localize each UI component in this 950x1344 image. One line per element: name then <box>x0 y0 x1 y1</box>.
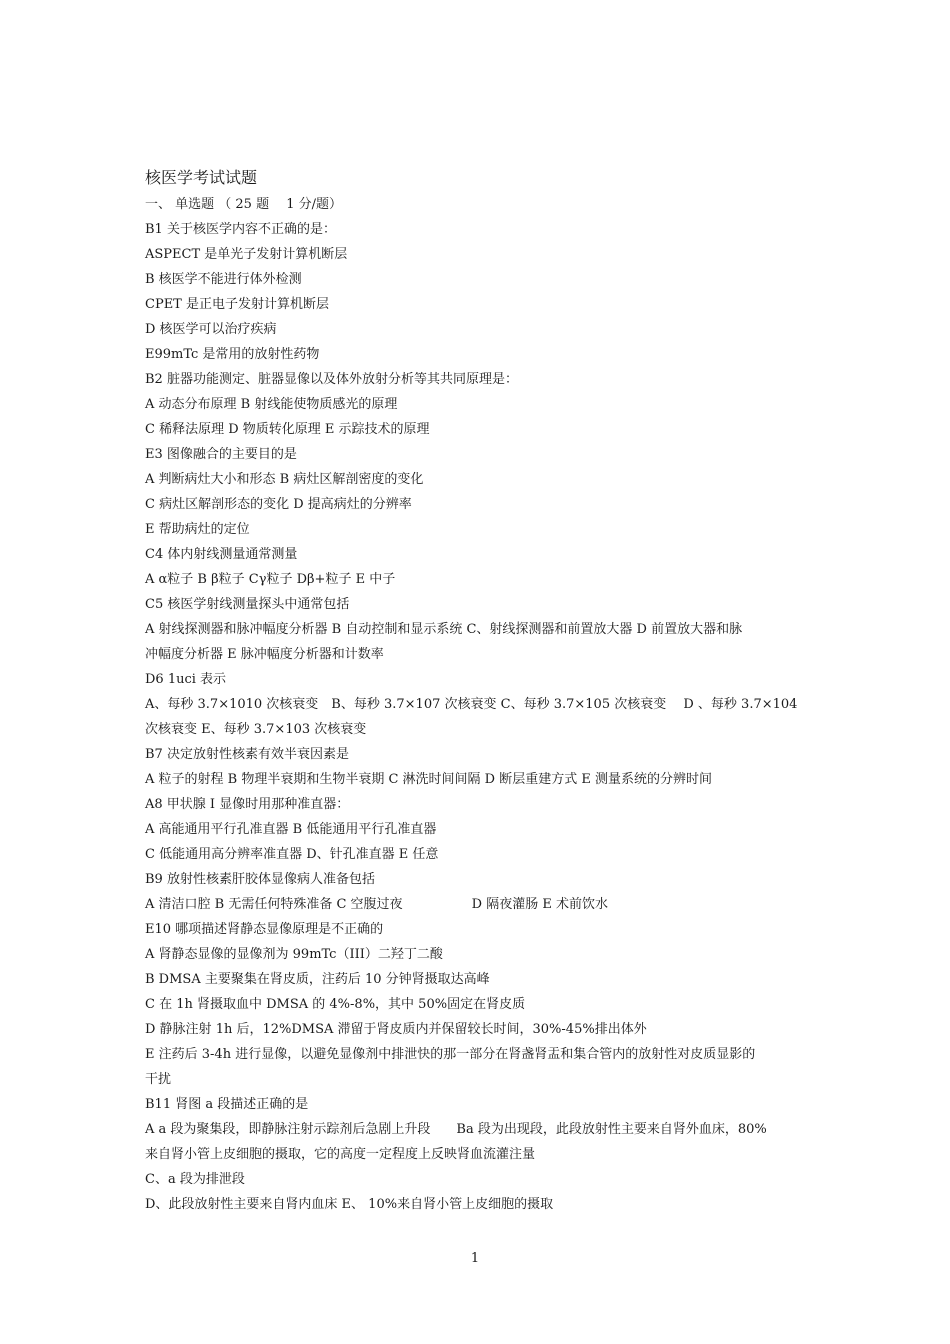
text-line: A 动态分布原理 B 射线能使物质感光的原理 <box>145 397 398 412</box>
page-number: 1 <box>470 1251 480 1266</box>
document-title: 核医学考试试题 <box>145 168 258 187</box>
text-line: A8 甲状腺 I 显像时用那种准直器： <box>145 797 350 812</box>
document-body <box>145 166 815 1217</box>
text-line: B DMSA 主要聚集在肾皮质，注药后 10 分钟肾摄取达高峰 <box>145 972 490 987</box>
text-line: E3 图像融合的主要目的是 <box>145 447 297 462</box>
text-line: E 帮助病灶的定位 <box>145 522 250 537</box>
text-line: E 注药后 3-4h 进行显像，以避免显像剂中排泄快的那一部分在肾盏肾盂和集合管内的放射性对皮质显影的 <box>145 1047 756 1062</box>
text-line: B7 决定放射性核素有效半衰因素是 <box>145 747 349 762</box>
text-line: B2 脏器功能测定、脏器显像以及体外放射分析等其共同原理是： <box>145 372 518 387</box>
text-line: ASPECT 是单光子发射计算机断层 <box>145 247 348 262</box>
text-line: B9 放射性核素肝胶体显像病人准备包括 <box>145 872 375 887</box>
text-line: C 在 1h 肾摄取血中 DMSA 的 4%-8%，其中 50%固定在肾皮质 <box>145 997 526 1012</box>
text-line: E10 哪项描述肾静态显像原理是不正确的 <box>145 922 384 937</box>
text-line: C4 体内射线测量通常测量 <box>145 547 298 562</box>
text-line: D 核医学可以治疗疾病 <box>145 322 277 337</box>
text-line: D 静脉注射 1h 后，12%DMSA 滞留于肾皮质内并保留较长时间，30%-45%排出体外 <box>145 1022 647 1037</box>
text-line: 来自肾小管上皮细胞的摄取，它的高度一定程度上反映肾血流灌注量 <box>145 1147 536 1162</box>
text-line: C 低能通用高分辨率准直器 D、针孔准直器 E 任意 <box>145 847 439 862</box>
text-line: B11 肾图 a 段描述正确的是 <box>145 1097 309 1112</box>
text-line: B 核医学不能进行体外检测 <box>145 272 302 287</box>
text-line: D6 1uci 表示 <box>145 672 227 687</box>
question-lines <box>145 192 815 1217</box>
text-line: E99mTc 是常用的放射性药物 <box>145 347 320 362</box>
text-line: C、a 段为排泄段 <box>145 1172 245 1187</box>
text-line: B1 关于核医学内容不正确的是： <box>145 222 336 237</box>
text-line: A 清洁口腔 B 无需任何特殊准备 C 空腹过夜 D 隔夜灌肠 E 术前饮水 <box>145 897 608 912</box>
text-line: CPET 是正电子发射计算机断层 <box>145 297 329 312</box>
text-line: A 判断病灶大小和形态 B 病灶区解剖密度的变化 <box>145 472 424 487</box>
text-line: 干扰 <box>145 1072 172 1087</box>
text-line: A 射线探测器和脉冲幅度分析器 B 自动控制和显示系统 C、射线探测器和前置放大器 D 前置放大器和脉 <box>145 622 743 637</box>
text-line: 次核衰变 E、每秒 3.7×103 次核衰变 <box>145 722 367 737</box>
text-line: D、此段放射性主要来自肾内血床 E、 10%来自肾小管上皮细胞的摄取 <box>145 1197 554 1212</box>
text-line: C 病灶区解剖形态的变化 D 提高病灶的分辨率 <box>145 497 412 512</box>
text-line: A 肾静态显像的显像剂为 99mTc（III）二羟丁二酸 <box>145 947 443 962</box>
text-line: A、每秒 3.7×1010 次核衰变 B、每秒 3.7×107 次核衰变 C、每秒 3.7×105 次核衰变 D 、每秒 3.7×104 <box>145 697 798 712</box>
text-line: C5 核医学射线测量探头中通常包括 <box>145 597 350 612</box>
text-line: 冲幅度分析器 E 脉冲幅度分析器和计数率 <box>145 647 384 662</box>
text-line: A a 段为聚集段，即静脉注射示踪剂后急剧上升段 Ba 段为出现段，此段放射性主要来自肾外血床，80% <box>145 1122 767 1137</box>
text-line: C 稀释法原理 D 物质转化原理 E 示踪技术的原理 <box>145 422 430 437</box>
text-line: A α粒子 B β粒子 Cγ粒子 Dβ+粒子 E 中子 <box>145 572 396 587</box>
text-line: A 粒子的射程 B 物理半衰期和生物半衰期 C 淋洗时间间隔 D 断层重建方式 E 测量系统的分辨时间 <box>145 772 712 787</box>
text-line: A 高能通用平行孔准直器 B 低能通用平行孔准直器 <box>145 822 437 837</box>
text-line: 一、 单选题 （ 25 题 1 分/题） <box>145 197 342 212</box>
